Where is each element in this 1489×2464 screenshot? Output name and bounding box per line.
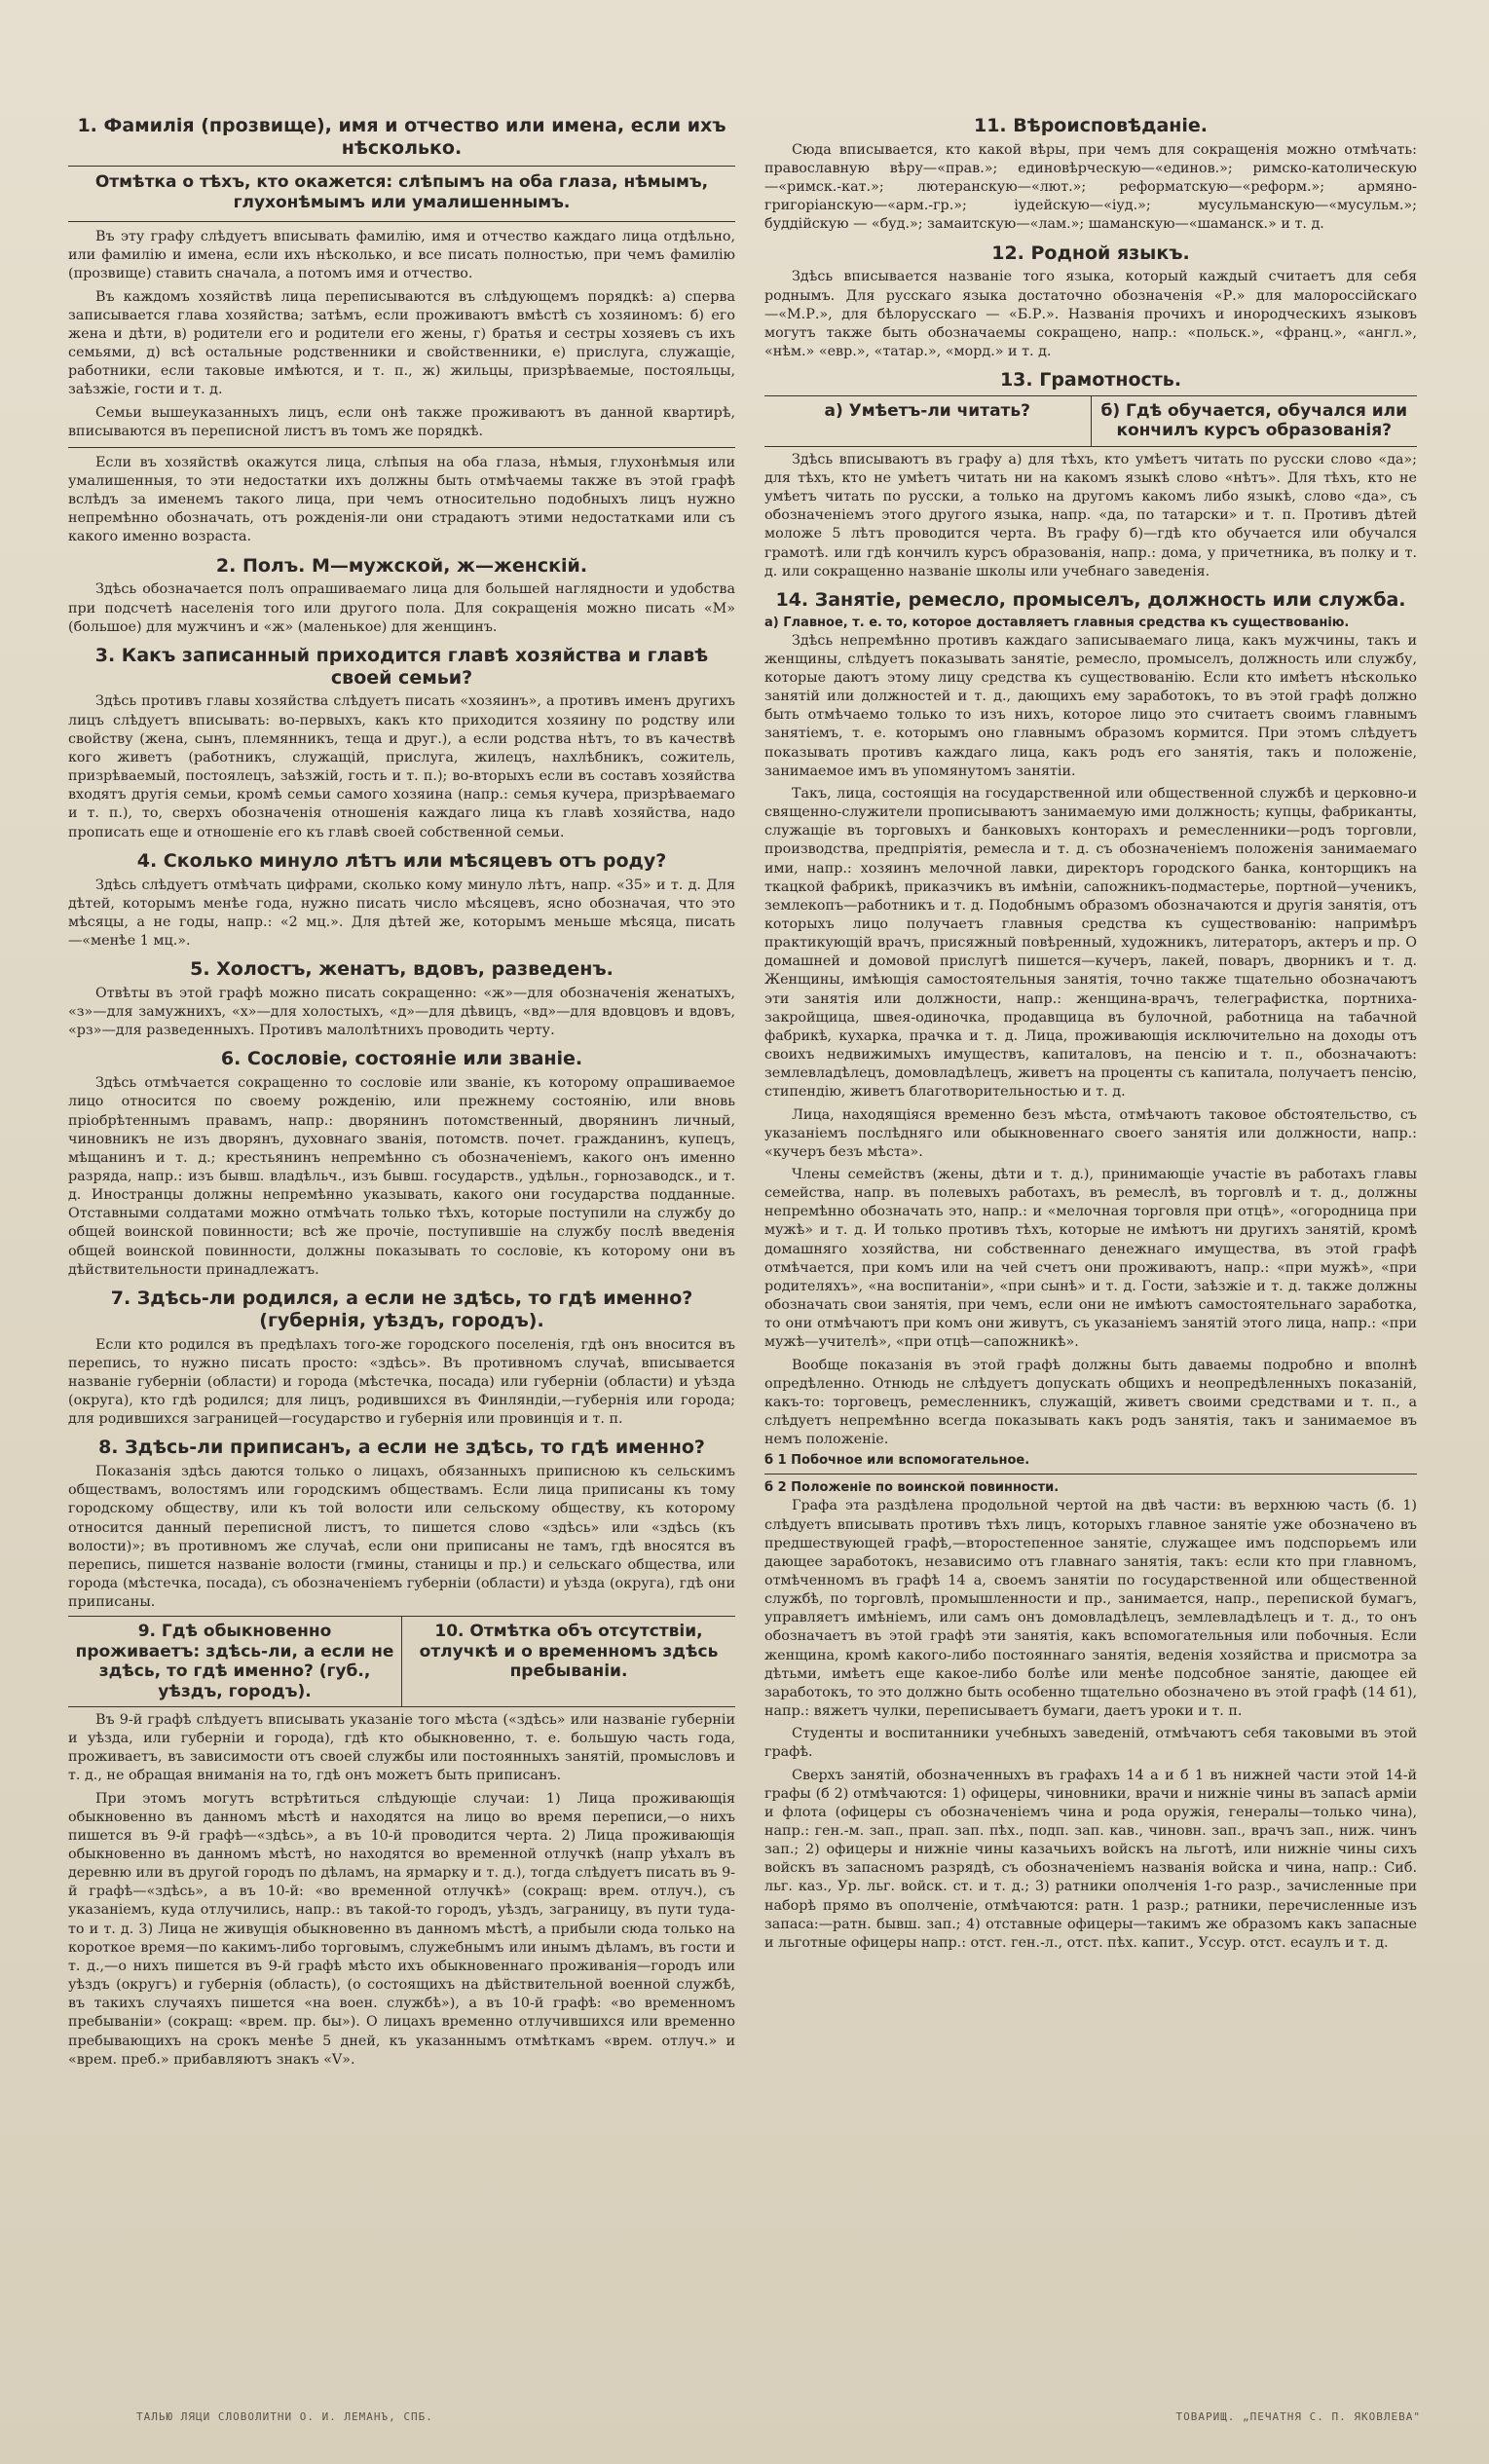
section-9-cell bbox=[68, 1617, 401, 1706]
two-column-body bbox=[68, 107, 1431, 2376]
section-12-title: 12. Родной языкъ. bbox=[991, 242, 1190, 264]
section-14-paragraph: Студенты и воспитанники учебныхъ заведеній, отмѣчаютъ себя таковыми въ этой графѣ. bbox=[764, 1726, 1417, 1761]
section-5-title: 5. Холостъ, женатъ, вдовъ, разведенъ. bbox=[190, 958, 614, 981]
section-13b-cell bbox=[1091, 396, 1418, 446]
section-13a-cell bbox=[764, 396, 1091, 446]
section-1-title: 1. Фамилія (прозвище), имя и отчество или имена, если ихъ нѣсколько. bbox=[77, 115, 726, 159]
section-14-title: 14. Занятіе, ремесло, промыселъ, должность или служба. bbox=[775, 588, 1406, 611]
section-14-paragraph: Лица, находящіяся временно безъ мѣста, отмѣчаютъ таковое обстоятельство, съ указаніемъ послѣдняго или обыкновеннаго своего занятія или должности, напр.: «кучеръ безъ мѣста». bbox=[764, 1106, 1417, 1160]
section-10-title: 10. Отмѣтка объ отсутствіи, отлучкѣ и о временномъ здѣсь пребываніи. bbox=[419, 1622, 719, 1682]
divider bbox=[68, 221, 735, 222]
section-1-paragraph: Семьи вышеуказанныхъ лицъ, если онѣ также проживаютъ въ данной квартирѣ, вписываются въ переписной листъ въ томъ же порядкѣ. bbox=[68, 404, 735, 439]
section-1-paragraph: Въ эту графу слѣдуетъ вписывать фамилію, имя и отчество каждаго лица отдѣльно, или фамилію и имена, если ихъ нѣсколько, и все писать полностью, при чемъ фамилію (прозвище) ставить сначала, а потомъ имя и отчество. bbox=[68, 229, 735, 282]
section-12-paragraph: Здѣсь вписывается названіе того языка, который каждый считаетъ для себя роднымъ. Для русскаго языка достаточно обозначенія «Р.» для малороссійскаго—«М.Р.», для бѣлорусскаго — «Б.Р.». Названія прочихъ и инородческихъ языковъ могутъ также быть обозначаемы сокращено, напр.: «польск.», «франц.», «англ.», «нѣм.» «евр.», «татар.», «морд.» и т. д. bbox=[764, 269, 1417, 359]
section-14-paragraph: Сверхъ занятій, обозначенныхъ въ графахъ 14 а и б 1 въ нижней части этой 14-й графы (б 2) отмѣчаются: 1) офицеры, чиновники, врачи и нижніе чины въ запасѣ арміи и флота (офицеры съ обозначеніемъ чина и рода оружія, генералы—только чина), напр.: ген.-м. зап., прап. зап. пѣх., подп. зап. кав., чиновн. зап., врачъ зап., ниж. чинъ зап.; 2) офицеры и нижніе чины казачьихъ войскъ на льготѣ, или нижніе чины сихъ войскъ въ запасномъ разрядѣ, съ обозначеніемъ названія войска и чина, напр.: Сиб. льг. каз., Ур. льг. войск. ст. и т. д.; 3) ратники ополченія 1-го разр., зачисленные при наборѣ прямо въ ополченіе, отмѣчаются: ратн. 1 разр.; ратники, перечисленные изъ запаса:—ратн. бывш. зап.; 4) отставные офицеры—такимъ же образомъ какъ запасные и льготные офицеры напр.: отст. ген.-л., отст. пѣх. капит., Уссур. отст. есаулъ и т. д. bbox=[764, 1767, 1417, 1951]
section-6-paragraph: Здѣсь отмѣчается сокращенно то сословіе или званіе, къ которому опрашиваемое лицо относится по своему рожденію, или прежнему состоянію, или вновь пріобрѣтеннымъ правамъ, напр.: дворянинъ потомственный, дворянинъ личный, чиновникъ не изъ дворянъ, духовнаго званія, потомств. почет. гражданинъ, купецъ, мѣщанинъ и т. д.; крестьянинъ непремѣнно съ обозначеніемъ, какого онъ именно разряда, напр.: изъ бывш. владѣльч., изъ бывш. государств., удѣльн., горнозаводск., и т. д. Иностранцы должны непремѣнно указывать, какого они государства подданные. Отставными солдатами можно отмѣчать только тѣхъ, которые поступили на службу до общей воинской повинности; всѣ же прочіе, поступившіе на службу послѣ введенія общей воинской повинности, должны показывать то сословіе, къ которому они въ дѣйствительности принадлежатъ. bbox=[68, 1075, 735, 1278]
section-5-paragraph: Отвѣты въ этой графѣ можно писать сокращенно: «ж»—для обозначенія женатыхъ, «з»—для замужнихъ, «х»—для холостыхъ, «д»—для дѣвицъ, «вд»—для вдовцовъ и вдовъ, «рз»—для разведенныхъ. Противъ малолѣтнихъ проводить черту. bbox=[68, 985, 735, 1039]
section-1-paragraph: Въ каждомъ хозяйствѣ лица переписываются въ слѣдующемъ порядкѣ: а) сперва записывается глава хозяйства; затѣмъ, если проживаютъ вмѣстѣ съ хозяиномъ: б) его жена и дѣти, в) родители его и родители его жены, г) братья и сестры хозяевъ съ ихъ семьями, д) всѣ остальные родственники и свойственники, е) прислуга, служащіе, работники, если таковые имѣются, и т. п., ж) жильцы, призрѣваемые, постояльцы, заѣзжіе, гости и т. д. bbox=[68, 288, 735, 398]
section-14-paragraph: Члены семействъ (жены, дѣти и т. д.), принимающіе участіе въ работахъ главы семейства, напр. въ полевыхъ работахъ, въ ремеслѣ, въ торговлѣ и т. д., должны непремѣнно обозначать это, напр.: и «мелочная торговля при отцѣ», «огородница при мужѣ» и т. д. И только противъ тѣхъ, которые не имѣютъ ни другихъ занятій, кромѣ домашняго хозяйства, ни собственнаго денежнаго имущества, въ этой графѣ отмѣчается, при комъ или на чей счетъ они проживаютъ, напр.: «при мужѣ», «при родителяхъ», «на воспитаніи», «при сынѣ» и т. д. Гости, заѣзжіе и т. д. также должны обозначать свои занятія, при чемъ, если они не имѣютъ самостоятельнаго заработка, то они отмѣчаютъ при комъ они живутъ, съ указаніемъ занятій этого лица, напр.: «при мужѣ—учителѣ», «при отцѣ—сапожникѣ». bbox=[764, 1167, 1417, 1351]
section-14a-title: а) Главное, т. е. то, которое доставляетъ главныя средства къ существованію. bbox=[764, 615, 1350, 630]
section-6-title: 6. Сословіе, состояніе или званіе. bbox=[220, 1048, 583, 1070]
section-14-paragraph: Такъ, лица, состоящія на государственной или общественной службѣ и церковно-и священно-служители прописываютъ занимаемую ими должность; купцы, фабриканты, служащіе въ торговыхъ и банковыхъ конторахъ и ремесленники—родъ торговли, производства, предпріятія, ремесла и т. д. съ обозначеніемъ положенія занимаемаго ими, напр.: хозяинъ мелочной лавки, директоръ городского банка, конторщикъ на ткацкой фабрикѣ, приказчикъ въ имѣніи, сапожникъ-подмастерье, портной—ученикъ, землекопъ—работникъ и т. д. Подобнымъ образомъ обозначаются и другія занятія, отъ которыхъ лицо получаетъ главныя средства къ существованію: напримѣръ практикующій врачъ, присяжный повѣренный, художникъ, литераторъ, актеръ и пр. О домашней и домовой прислугѣ пишется—кучеръ, лакей, поваръ, дворникъ и т. д. Женщины, имѣющія самостоятельныя занятія, точно также тщательно обозначаютъ эти занятія или должности, напр.: женщина-врачъ, телеграфистка, портниха-закройщица, швея-одиночка, продавщица въ булочной, работница на табачной фабрикѣ, кухарка, прачка и т. д. Лица, проживающія исключительно на доходы отъ своихъ недвижимыхъ имуществъ, капиталовъ, на пенсію и т. п., обозначаютъ: землевладѣлецъ, домовладѣлецъ, живетъ на проценты съ капитала, получаетъ пенсію, стипендію, живетъ благотворительностью и т. д. bbox=[764, 785, 1417, 1101]
section-9-title: 9. Гдѣ обыкновенно проживаетъ: здѣсь-ли, а если не здѣсь, то гдѣ именно? (губ., уѣздъ, городъ). bbox=[75, 1622, 394, 1701]
printer-imprint bbox=[136, 2410, 1421, 2423]
section-2-paragraph: Здѣсь обозначается полъ опрашиваемаго лица для большей наглядности и удобства при подсчетѣ населенія того или другого пола. Для сокращенія можно писать «М» (большое) для мужчинъ и «ж» (маленькое) для женщинъ. bbox=[68, 581, 735, 635]
section-13-paragraph: Здѣсь вписываютъ въ графу а) для тѣхъ, кто умѣетъ читать по русски слово «да»; для тѣхъ, кто не умѣетъ читать ни на какомъ языкѣ слово «нѣтъ». Для тѣхъ, кто не умѣетъ читать по русски, а только на другомъ какомъ либо языкѣ, слово «да», съ обозначеніемъ этого другого языка, напр. «да, по татарски» и т. п. Противъ дѣтей моложе 5 лѣтъ проводится черта. Въ графу б)—гдѣ кто обучается или обучался грамотѣ. или гдѣ кончилъ курсъ образованія, напр.: дома, у причетника, въ полку и т. д. или сокращенно названіе школы или учебнаго заведенія. bbox=[764, 451, 1417, 579]
section-14-paragraph: Вообще показанія въ этой графѣ должны быть даваемы подробно и вполнѣ опредѣленно. Отнюдь не слѣдуетъ допускать общихъ и неопредѣленныхъ показаній, какъ-то: торговецъ, ремесленникъ, служащій, живетъ своими средствами и т. п., а слѣдуетъ непремѣнно всегда показывать какъ родъ занятія, такъ и занимаемое въ немъ положеніе. bbox=[764, 1357, 1417, 1448]
section-3-title: 3. Какъ записанный приходится главѣ хозяйства и главѣ своей семьи? bbox=[94, 644, 709, 689]
section-13-title: 13. Грамотность. bbox=[999, 369, 1182, 392]
section-4-paragraph: Здѣсь слѣдуетъ отмѣчать цифрами, сколько кому минуло лѣтъ, напр. «35» и т. д. Для дѣтей, которымъ менѣе года, нужно писать число мѣсяцевъ, ясно обозначая, что это мѣсяцы, а не годы, напр.: «2 мц.». Для дѣтей же, которымъ меньше мѣсяца, писать—«менѣе 1 мц.». bbox=[68, 877, 735, 949]
divider bbox=[764, 1474, 1417, 1475]
section-4-title: 4. Сколько минуло лѣтъ или мѣсяцевъ отъ роду? bbox=[136, 849, 667, 872]
section-14-paragraph: Графа эта раздѣлена продольной чертой на двѣ части: въ верхнюю часть (б. 1) слѣдуетъ вписывать противъ тѣхъ лицъ, которыхъ главное занятіе уже обозначено въ предшествующей графѣ,—второстепенное занятіе, служащее имъ подспорьемъ или дающее заработокъ, независимо отъ главнаго занятія, такъ: если кто при главномъ, отмѣченномъ въ графѣ 14 а, своемъ занятіи по государственной или общественной службѣ, по торговлѣ, промышленности и пр., занимается, напр., перепиской бумагъ, управляетъ имѣніемъ, или самъ онъ домовладѣлецъ, землевладѣлецъ и т. д., то онъ обозначаетъ въ этой графѣ эти занятія, какъ вспомогательныя или побочныя. Если женщина, кромѣ какого-либо постояннаго занятія, веденія хозяйства и присмотра за дѣтьми, имѣетъ еще какое-либо болѣе или менѣе подсобное занятіе, дающее ей заработокъ, то это должно быть особенно тщательно обозначено въ этой графѣ (14 б1), напр.: вяжетъ чулки, переписываетъ бумаги, даетъ уроки и т. п. bbox=[764, 1498, 1417, 1720]
footer-left-imprint: ТАЛЬЮ ЛЯЦИ СЛОВОЛИТНИ О. И. ЛЕМАНЪ, СПБ. bbox=[136, 2410, 433, 2423]
section-2-title: 2. Полъ. М—мужской, ж—женскій. bbox=[215, 554, 588, 577]
section-9-paragraph: При этомъ могутъ встрѣтиться слѣдующіе случаи: 1) Лица проживающія обыкновенно въ данномъ мѣстѣ и находятся на лицо во время переписи,—о нихъ пишется въ 9-й графѣ—«здѣсь», а въ 10-й проводится черта. 2) Лица проживающія обыкновенно въ данномъ мѣстѣ, но находятся во временной отлучкѣ (напр уѣхалъ въ деревню или въ другой городъ по дѣламъ, на ярмарку и т. д.), тогда слѣдуетъ писать въ 9-й графѣ—«здѣсь», а въ 10-й: «во временной отлучкѣ» (сокращ: врем. отлуч.), съ указаніемъ, куда отлучились, напр.: въ такой-то городъ, уѣздъ, заграницу, въ пути туда-то и т. д. 3) Лица не живущія обыкновенно въ данномъ мѣстѣ, а прибыли сюда только на короткое время—по какимъ-либо торговымъ, служебнымъ или инымъ дѣламъ, въ гости и т. д.,—о нихъ пишется въ 9-й графѣ мѣсто ихъ обыкновеннаго проживанія—городъ или уѣздъ (округъ) и губернія (область), (о состоящихъ на дѣйствительной военной службѣ, въ такихъ случаяхъ пишется «на воен. службѣ»), а въ 10-й графѣ: «во временномъ пребываніи» (сокращ: «врем. пр. бы»). О лицахъ временно отлучившихся или временно пребывающихъ на срокъ менѣе 5 дней, къ указаннымъ отмѣткамъ «врем. отлуч.» и «врем. преб.» прибавляютъ знакъ «V». bbox=[68, 1790, 735, 2068]
section-14b1-title: б 1 Побочное или вспомогательное. bbox=[764, 1453, 1030, 1469]
section-13-header bbox=[764, 395, 1417, 447]
left-column bbox=[68, 107, 735, 2376]
section-13b-title: б) Гдѣ обучается, обучался или кончилъ курсъ образованія? bbox=[1100, 400, 1407, 441]
section-1-note: Отмѣтка о тѣхъ, кто окажется: слѣпымъ на оба глаза, нѣмымъ, глухонѣмымъ или умалишеннымъ. bbox=[94, 171, 709, 212]
footer-right-imprint: ТОВАРИЩ. „ПЕЧАТНЯ С. П. ЯКОВЛЕВА" bbox=[1175, 2410, 1421, 2423]
section-11-paragraph: Сюда вписывается, кто какой вѣры, при чемъ для сокращенія можно отмѣчать: православную вѣру—«прав.»; единовѣрческую—«единов.»; римско-католическую—«римск.-кат.»; лютеранскую—«лют.»; реформатскую—«реформ.»; армяно-григоріанскую—«арм.-гр.»; іудейскую—«іуд.»; мусульманскую—«мусульм.»; буддійскую — «буд.»; замаитскую—«лам.»; шаманскую—«шаманск.» и т. д. bbox=[764, 141, 1417, 233]
section-13a-title: а) Умѣетъ-ли читать? bbox=[824, 400, 1031, 421]
section-7-title: 7. Здѣсь-ли родился, а если не здѣсь, то гдѣ именно? (губернія, уѣздъ, городъ). bbox=[110, 1287, 693, 1331]
section-14b2-title: б 2 Положеніе по воинской повинности. bbox=[764, 1480, 1060, 1496]
section-1-paragraph: Если въ хозяйствѣ окажутся лица, слѣпыя на оба глаза, нѣмыя, глухонѣмыя или умалишенныя, то эти недостатки ихъ должны быть отмѣчаемы также въ этой графѣ вслѣдъ за именемъ такого лица, при чемъ относительно подобныхъ лицъ нужно непремѣнно обозначать, отъ рожденія-ли они страдаютъ этими недостатками или съ какого именно возраста. bbox=[68, 454, 735, 545]
section-11-title: 11. Вѣроисповѣданіе. bbox=[973, 115, 1209, 136]
section-14-paragraph: Здѣсь непремѣнно противъ каждаго записываемаго лица, какъ мужчины, такъ и женщины, слѣдуетъ показывать занятіе, ремесло, промыселъ, должность или службу, которые даютъ этому лицу средства къ существованію. Если кто имѣетъ нѣсколько занятій или должностей и т. д., дающихъ ему заработокъ, то въ этой графѣ должно быть отмѣчаемо только то изъ нихъ, которое лицо это считаетъ своимъ главнымъ занятіемъ, т. е. которымъ оно главнымъ образомъ кормится. При этомъ слѣдуетъ показывать противъ каждаго лица, какъ родъ его занятія, такъ и положеніе, занимаемое имъ въ упомянутомъ занятіи. bbox=[764, 632, 1417, 779]
section-7-paragraph: Если кто родился въ предѣлахъ того-же городского поселенія, гдѣ онъ вносится въ перепись, то нужно писать просто: «здѣсь». Въ противномъ случаѣ, вписывается названіе губерніи (области) и города (мѣстечка, посада) или губерніи (области) и уѣзда (округа), кто гдѣ родился; для лицъ, родившихся въ Финляндіи,—губернія или города; для родившихся заграницей—государство и губернія или провинція и т. п. bbox=[68, 1336, 735, 1428]
section-9-paragraph: Въ 9-й графѣ слѣдуетъ вписывать указаніе того мѣста («здѣсь» или названіе губерніи и уѣзда, или губерніи и города), гдѣ кто обыкновенно, т. е. большую часть года, проживаетъ, въ зависимости отъ своей службы или постоянныхъ занятій, промысловъ и т. д., не обращая вниманія на то, гдѣ онъ можетъ быть приписанъ. bbox=[68, 1711, 735, 1784]
right-column bbox=[764, 107, 1417, 2376]
divider bbox=[68, 166, 735, 167]
section-3-paragraph: Здѣсь противъ главы хозяйства слѣдуетъ писать «хозяинъ», а противъ именъ другихъ лицъ слѣдуетъ вписывать: во-первыхъ, какъ кто приходится хозяину по родству или свойству (жена, сынъ, племянникъ, теща и друг.), а если родства нѣтъ, то въ качествѣ кого живетъ (работникъ, служащій, прислуга, жилецъ, нахлѣбникъ, сожитель, призрѣваемый, постоялецъ, заѣзжій, гость и т. п.); во-вторыхъ если въ составъ хозяйства входятъ другія семьи, кромѣ семьи самого хозяина (напр.: семья кучера, призрѣваемаго и т. п.), то, сверхъ обозначенія отношенія каждаго лица къ главѣ хозяйства, надо прописать еще и отношеніе его къ главѣ своей собственной семьи. bbox=[68, 693, 735, 840]
section-8-paragraph: Показанія здѣсь даются только о лицахъ, обязанныхъ приписною къ сельскимъ обществамъ, волостямъ или городскимъ обществамъ. Если лица приписаны къ тому городскому обществу, или къ той волости или сельскому обществу, къ которому относится данный переписной листъ, то пишется слово «здѣсь» или «здѣсь (къ волости)»; въ противномъ же случаѣ, если они приписаны не тамъ, гдѣ вносятся въ перепись, пишется названіе волости (гмины, станицы и пр.) и сельскаго общества, или города (мѣстечка, посада), съ обозначеніемъ губерніи (области) и уѣзда (округа), гдѣ они приписаны. bbox=[68, 1464, 735, 1611]
divider bbox=[68, 447, 735, 448]
section-8-title: 8. Здѣсь-ли приписанъ, а если не здѣсь, то гдѣ именно? bbox=[98, 1437, 705, 1459]
section-10-cell bbox=[401, 1617, 735, 1706]
sections-9-10-header bbox=[68, 1616, 735, 1707]
